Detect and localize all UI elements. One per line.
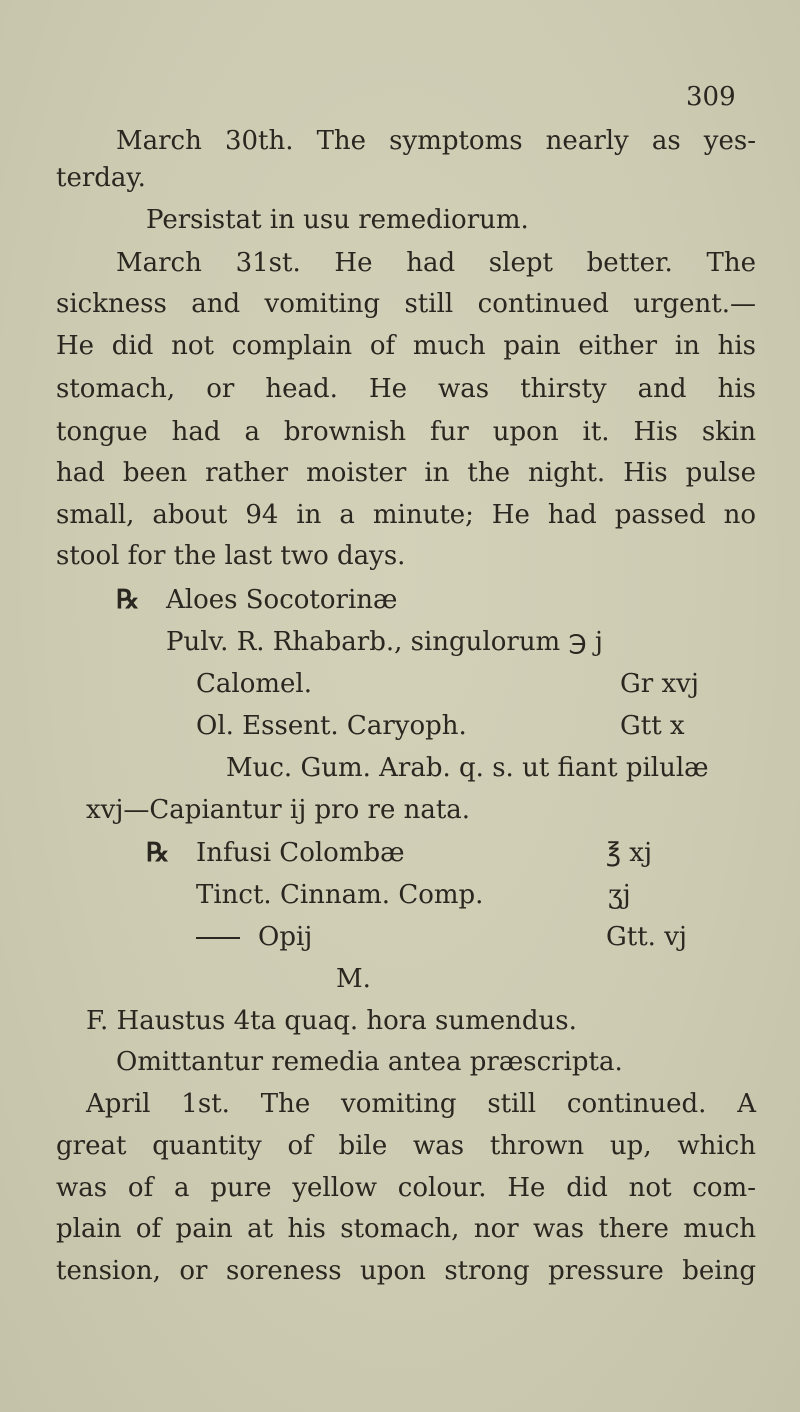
recipe-ingredient: Opij (258, 922, 313, 952)
ditto-dash (196, 937, 240, 939)
text-line: plain of pain at his stomach, nor was there much (56, 1214, 756, 1244)
recipe-dose: ℥ xj (606, 838, 653, 868)
recipe-ingredient: Tinct. Cinnam. Comp. (196, 880, 484, 910)
page-number: 309 (686, 82, 736, 112)
recipe-dose: Gr xvj (620, 669, 699, 699)
recipe-line: F. Haustus 4ta quaq. hora sumendus. (86, 1006, 577, 1036)
recipe-line: Muc. Gum. Arab. q. s. ut fiant pilulæ (226, 753, 709, 783)
text-line: March 31st. He had slept better. The (116, 248, 756, 278)
recipe-dose: ʒj (608, 880, 631, 910)
recipe-ingredient: Ol. Essent. Caryoph. (196, 711, 467, 741)
recipe-line: Pulv. R. Rhabarb., singulorum ℈ j (166, 627, 603, 657)
recipe-line: Aloes Socotorinæ (166, 585, 398, 615)
text-line: stomach, or head. He was thirsty and his (56, 374, 756, 404)
text-line: was of a pure yellow colour. He did not com- (56, 1173, 756, 1203)
recipe-symbol: ℞ (116, 585, 140, 615)
text-line: tension, or soreness upon strong pressure being (56, 1256, 756, 1286)
text-line: He did not complain of much pain either in his (56, 331, 756, 361)
text-line: great quantity of bile was thrown up, which (56, 1131, 756, 1161)
text-line: terday. (56, 163, 146, 193)
text-line: had been rather moister in the night. His pulse (56, 458, 756, 488)
recipe-dose: Gtt x (620, 711, 685, 741)
recipe-symbol: ℞ (146, 838, 170, 868)
recipe-ingredient: Infusi Colombæ (196, 838, 405, 868)
text-line: Persistat in usu remediorum. (146, 205, 529, 235)
recipe-line: xvj—Capiantur ij pro re nata. (86, 795, 471, 825)
text-line: small, about 94 in a minute; He had passed no (56, 500, 756, 530)
recipe-ingredient-ditto (196, 922, 312, 952)
recipe-dose: Gtt. vj (606, 922, 687, 952)
text-line: sickness and vomiting still continued urgent.— (56, 289, 756, 319)
text-line: March 30th. The symptoms nearly as yes- (116, 126, 756, 156)
text-line: tongue had a brownish fur upon it. His skin (56, 417, 756, 447)
recipe-mix: M. (336, 964, 371, 994)
recipe-line: Omittantur remedia antea præscripta. (116, 1047, 623, 1077)
text-line: April 1st. The vomiting still continued. A (86, 1089, 756, 1119)
recipe-ingredient: Calomel. (196, 669, 312, 699)
text-line: stool for the last two days. (56, 541, 406, 571)
